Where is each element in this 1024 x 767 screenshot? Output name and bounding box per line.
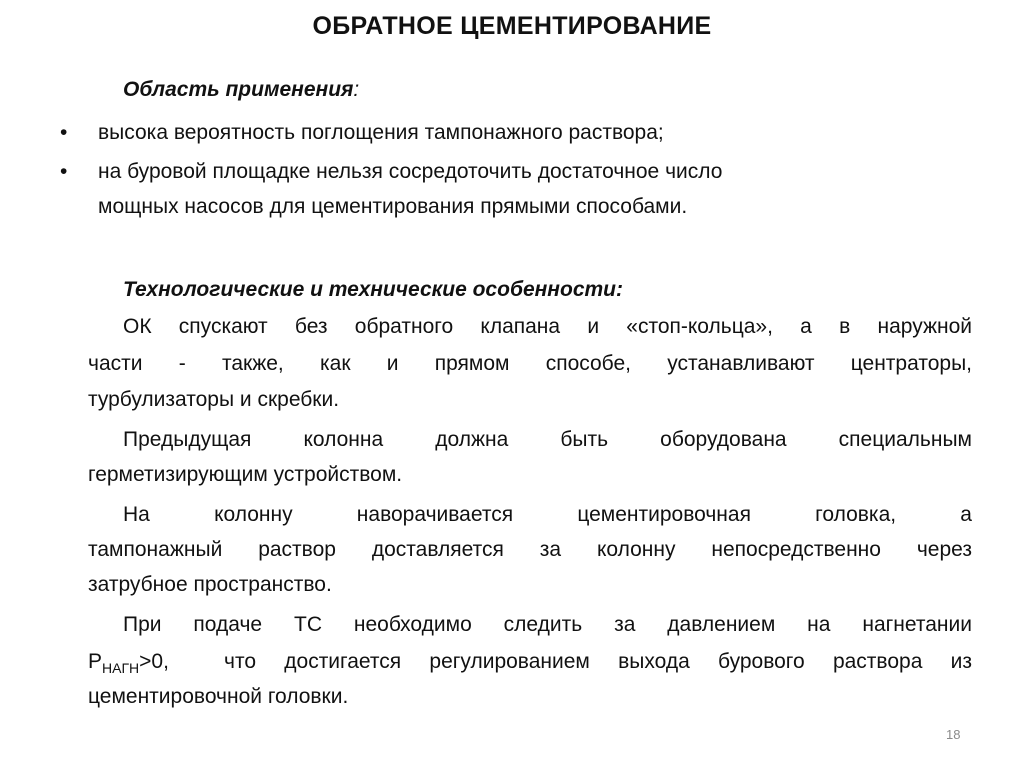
bullet-line: на буровой площадке нельзя сосредоточить достаточное число <box>98 160 723 183</box>
slide-title: ОБРАТНОЕ ЦЕМЕНТИРОВАНИЕ <box>312 12 712 40</box>
bullet-line: мощных насосов для цементирования прямыми способами. <box>98 195 688 218</box>
bullet-marker: • <box>60 160 68 183</box>
paragraph-line: На колонну наворачивается цементировочная головка, а <box>123 503 972 526</box>
page-number: 18 <box>946 727 961 742</box>
section-heading-features: Технологические и технические особенности: <box>123 278 623 301</box>
pressure-formula <box>88 650 169 676</box>
paragraph-line: тампонажный раствор доставляется за колонну непосредственно через <box>88 538 972 561</box>
pressure-condition: >0, <box>139 650 169 673</box>
paragraph-line: При подаче ТС необходимо следить за давлением на нагнетании <box>123 613 972 636</box>
paragraph-line-pressure <box>88 650 972 676</box>
paragraph-line-rest: что достигается регулированием выхода бурового раствора из <box>224 650 972 673</box>
bullet-line: высока вероятность поглощения тампонажного раствора; <box>98 121 664 144</box>
paragraph-line: ОК спускают без обратного клапана и «стоп-кольца», а в наружной <box>123 315 972 338</box>
paragraph-line: цементировочной головки. <box>88 685 349 708</box>
paragraph-line: части - также, как и прямом способе, устанавливают центраторы, <box>88 352 972 375</box>
paragraph-line: турбулизаторы и скребки. <box>88 388 340 411</box>
heading-colon: : <box>353 78 360 101</box>
paragraph-line: герметизирующим устройством. <box>88 463 403 486</box>
bullet-marker: • <box>60 121 68 144</box>
paragraph-line: затрубное пространство. <box>88 573 332 596</box>
paragraph-line: Предыдущая колонна должна быть оборудована специальным <box>123 428 972 451</box>
heading-text: Область применения <box>123 78 354 101</box>
pressure-subscript: НАГН <box>102 660 140 676</box>
pressure-symbol: Р <box>88 650 103 673</box>
section-heading-application <box>123 78 359 102</box>
